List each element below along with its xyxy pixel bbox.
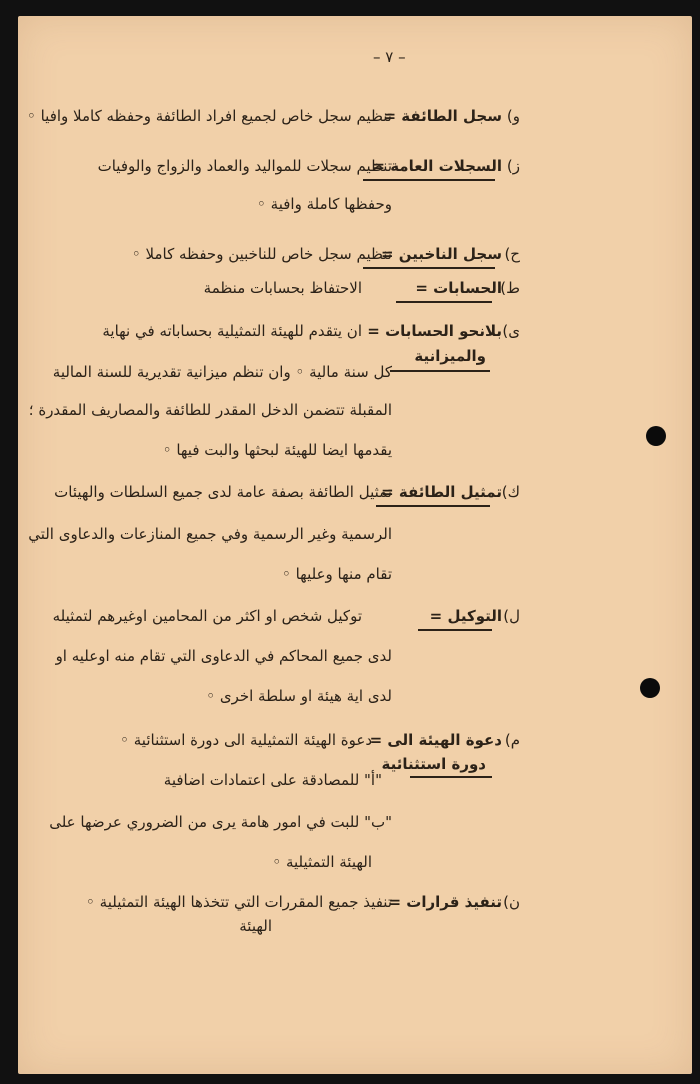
item-letter: ط) — [500, 279, 520, 297]
item-text: يقدمها ايضا للهيئة لبحثها والبت فيها ◦ — [162, 441, 392, 459]
item-letter: ل) — [503, 607, 520, 625]
item-title-cont: والميزانية — [414, 347, 486, 365]
item-text: المقبلة تتضمن الدخل المقدر للطائفة والمصاريف المقدرة ؛ — [28, 401, 392, 419]
title-underline — [390, 370, 490, 372]
item-letter: ك) — [501, 483, 520, 501]
item-text: الاحتفاظ بحسابات منظمة — [203, 279, 362, 297]
title-underline — [376, 505, 490, 507]
page-number: – ٧ – — [373, 48, 406, 66]
title-underline — [418, 629, 492, 631]
item-text: تمثيل الطائفة بصفة عامة لدى جميع السلطات والهيئات — [54, 483, 392, 501]
item-letter: م) — [504, 731, 520, 749]
punch-hole — [640, 678, 660, 698]
item-text: الرسمية وغير الرسمية وفي جميع المنازعات والدعاوى التي — [28, 525, 392, 543]
item-title: التوكيل = — [429, 607, 502, 625]
item-title: السجلات العامة = — [372, 157, 502, 175]
title-underline — [396, 301, 492, 303]
item-text: دعوة الهيئة التمثيلية الى دورة استثنائية ◦ — [120, 731, 372, 749]
item-text: لدى اية هيئة او سلطة اخرى ◦ — [206, 687, 392, 705]
title-underline — [410, 776, 492, 778]
item-text: وحفظها كاملة وافية ◦ — [257, 195, 392, 213]
title-underline — [363, 267, 495, 269]
item-text: تنظيم سجل خاص للناخبين وحفظه كاملا ◦ — [131, 245, 392, 263]
item-text: تنظيم سجلات للمواليد والعماد والزواج والوفيات — [97, 157, 392, 175]
item-title: بلانحو الحسابات = — [367, 322, 502, 340]
item-title: سجل الناخبين = — [380, 245, 502, 263]
item-letter: ن) — [503, 893, 520, 911]
item-title: تمثيل الطائفة = — [381, 483, 502, 501]
item-letter: ى) — [502, 322, 520, 340]
punch-hole — [646, 426, 666, 446]
item-title: تنفيذ قرارات = — [388, 893, 502, 911]
item-title-cont: دورة استثنائية — [381, 755, 486, 773]
item-letter: ز) — [506, 157, 520, 175]
item-text: ان يتقدم للهيئة التمثيلية بحساباته في نهاية — [102, 322, 362, 340]
document-page — [18, 16, 692, 1074]
item-text: "ب" للبت في امور هامة يرى من الضروري عرضها على — [49, 813, 392, 831]
item-title: سجل الطائفة = — [383, 107, 502, 125]
item-text: تنفيذ جميع المقررات التي تتخذها الهيئة التمثيلية ◦ — [86, 893, 392, 911]
item-text: كل سنة مالية ◦ وان تنظم ميزانية تقديرية للسنة المالية — [52, 363, 392, 381]
item-text: تنظيم سجل خاص لجميع افراد الطائفة وحفظه كاملا وافيا ◦ — [26, 107, 392, 125]
item-text: تقام منها وعليها ◦ — [282, 565, 392, 583]
item-text: "أ" للمصادقة على اعتمادات اضافية — [163, 771, 382, 789]
item-text: الهيئة التمثيلية ◦ — [272, 853, 372, 871]
item-title: الحسابات = — [415, 279, 502, 297]
title-underline — [363, 179, 495, 181]
item-letter: ح) — [504, 245, 520, 263]
item-title: دعوة الهيئة الى = — [369, 731, 502, 749]
item-text: لدى جميع المحاكم في الدعاوى التي تقام منه اوعليه او — [55, 647, 392, 665]
item-text: الهيئة — [239, 917, 272, 935]
item-text: توكيل شخص او اكثر من المحامين اوغيرهم لتمثيله — [52, 607, 362, 625]
item-letter: و) — [506, 107, 520, 125]
